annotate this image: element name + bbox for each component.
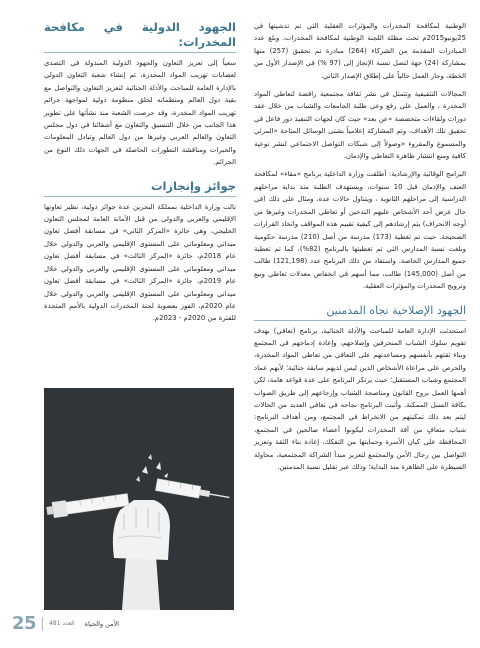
- intl-heading-rule: [44, 52, 236, 53]
- fist-syringe-icon: [44, 388, 234, 610]
- page-number: 25: [12, 613, 37, 634]
- intl-efforts-heading: الجهود الدولية في مكافحة المخدرات:: [44, 20, 236, 49]
- intro-paragraph: الوطنية لمكافحة المخدرات والمؤثرات العقلية التي تم تدشينها في 25يونيو2015م تحت مظلة اللجنة الوطنية لمكافحة المخدرات، وبلغ عدد المبادرات المقدمة من الشركاء (264) مبادرة تم تحقيق (257) منها بمشاركة (24) جهة لتصل نسبة الإنجاز إلى (97 %) في الإصدار الأول من الخطة، وجار العمل حالياً على إطلاق الإصدار الثاني.: [254, 22, 466, 80]
- issue-label: العدد 481: [49, 620, 75, 627]
- awards-heading: جوائز وإنجازات: [150, 178, 236, 193]
- awards-paragraph: نالت وزارة الداخلية بمملكة البحرين عدة جوائز دولية، نظير تعاونها الإقليمي والعربي والدولي من قبل الأمانة العامة لمجلس التعاون الخليجي، وهي جائزة «المركز الثاني» في مسابقة أفضل تعاون ميداني ومعلوماتي على المستوى الإقليمي والعربي والدولي خلال عام 2018م، جائزة «المركز الثالث» في مسابقة أفضل تعاون ميداني ومعلوماتي على المستوى الإقليمي والعربي والدولي خلال عام 2019م، جائزة «المركز الثالث» في مسابقة أفضل تعاون ميداني ومعلوماتي على المستوى الإقليمي والعربي والدولي خلال عام 2020م، الفوز بعضوية لجنة المخدرات الدولية بالأمم المتحدة للفترة من 2020م - 2023م.: [44, 202, 237, 323]
- reform-heading-rule: [254, 320, 466, 321]
- campaigns-paragraph: المجالات التثقيفية وتتمثل في نشر ثقافة مجتمعية رافضة لتعاطي المواد المخدرة ، والعمل على رفع وعي طلبة الجامعات والشباب من خلال عقد دورات ولقاءات متخصصة «عن بعد» حيث كان لجهات التنفيذ دور فاعل في تحقيق تلك الأهداف، وتم المشاركة إعلامياً بشتى الوسائل المتاحة «المرئي والمسموع والمقروء «وصولاً إلى شبكات التواصل الاجتماعي لنشر توعية كافية ومنع انتشار ظاهرة التعاطي والإدمان.: [254, 90, 466, 161]
- intl-efforts-paragraph: سعياً إلى تعزيز التعاون والجهود الدولية المبذولة في التصدي لعصابات تهريب المواد المخدرة، تم إنشاء شعبة التعاون الدولي بالإدارة العامة للمباحث والأدلة الجنائية لتعزيز التعاون والتواصل مع بقية دول العالم ومنظماته لخلق منظومة دولية لمواجهة جرائم تهريب المواد المخدرة، وقد حرصت الشعبة منذ نشأتها على تطوير هذا الجانب من خلال التنسيق والتعاون مع أشقائنا في دول مجلس التعاون والعالم العربي وغيرها من دول العالم وتبادل المعلومات والخبرات ومناقشة التطورات الحاصلة في الجهات ذلك النوع من الجرائم.: [44, 59, 236, 167]
- awards-heading-rule: [44, 196, 236, 197]
- page-footer: [12, 613, 119, 634]
- footer-divider: [42, 617, 43, 631]
- programs-paragraph: البرامج الوقائية والإرشادية: أطلقت وزارة الداخلية برنامج «مقاء» لمكافحة العنف والإدمان قبل 10 سنوات، ويستهدف الطلبة منذ بداية مراحلهم الدراسية إلى مراحلهم الثانوية ، ويتناول حالات عدة، ومثال على ذلك (في حال عرض أحد الأشخاص عليهم التدخين أو تعاطي المخدرات وغيرها من أوجه الانحراف) يتم إرشادهم إلى كيفية تقييم هذه المواقف واتخاذ القرارات الصحيحة. حيث تم تغطية (173) مدرسة من أصل (210) مدرسة حكومية وبلغت نسبة المدارس التي تم تغطيتها بالبرنامج (82%)، كما تم تغطية جميع المدارس الخاصة، واستفاد من ذلك البرنامج عدد (121,198) طالب من أصل (145,000) طالب، مما أسهم في انخفاض معدلات تعاطي وبيع وترويج المخدرات والمؤثرات العقلية.: [254, 170, 467, 291]
- broken-syringe-illustration: [44, 388, 234, 610]
- right-column: [254, 20, 466, 473]
- reform-heading: الجهود الإصلاحية تجاه المدمنين: [326, 303, 466, 317]
- magazine-name: الأمن والحياة: [84, 619, 120, 628]
- left-column: [44, 20, 236, 325]
- reform-paragraph: استحدثت الإدارة العامة للمباحث والأدلة الجنائية، برنامج (تعافي) بهدف تقويم سلوك الشباب المنحرفين وإصلاحهم، وإعادة إدماجهم في المجتمع وبناء ثقتهم بأنفسهم ومساعدتهم على التعافي من تعاطي المواد المخدرة، والحرص على مراعاة الأشخاص الذين ليس لديهم سابقة جنائية؛ لأنهم عماد المجتمع وشباب المستقبل؛ حيث يرتكز البرنامج على عدة قواعد هامة، لكن أهمها العمل بروح القانون ومناصحة الشباب وإرجاعهم إلى طريق الصواب بكافة السبل الممكنة. وأثبت البرنامج نجاحه في تعافي العديد من الحالات ليتم بعد ذلك تمكينهم من الانخراط في المجتمع، ومن أهداف البرنامج: شباب متعافٍ من آفة المخدرات ليكونوا أعضاء صالحين في المجتمع، المحافظة على كيان الأسرة وحمايتها من التفكك، إعادة بناء الثقة وتعزيز التواصل بين رجال الأمن والمجتمع لتعزيز مبدأ الشراكة المجتمعية، محاولة السيطرة على الظاهرة منذ البداية؛ وذلك عبر تقليل نسبة المدمنين.: [254, 326, 466, 471]
